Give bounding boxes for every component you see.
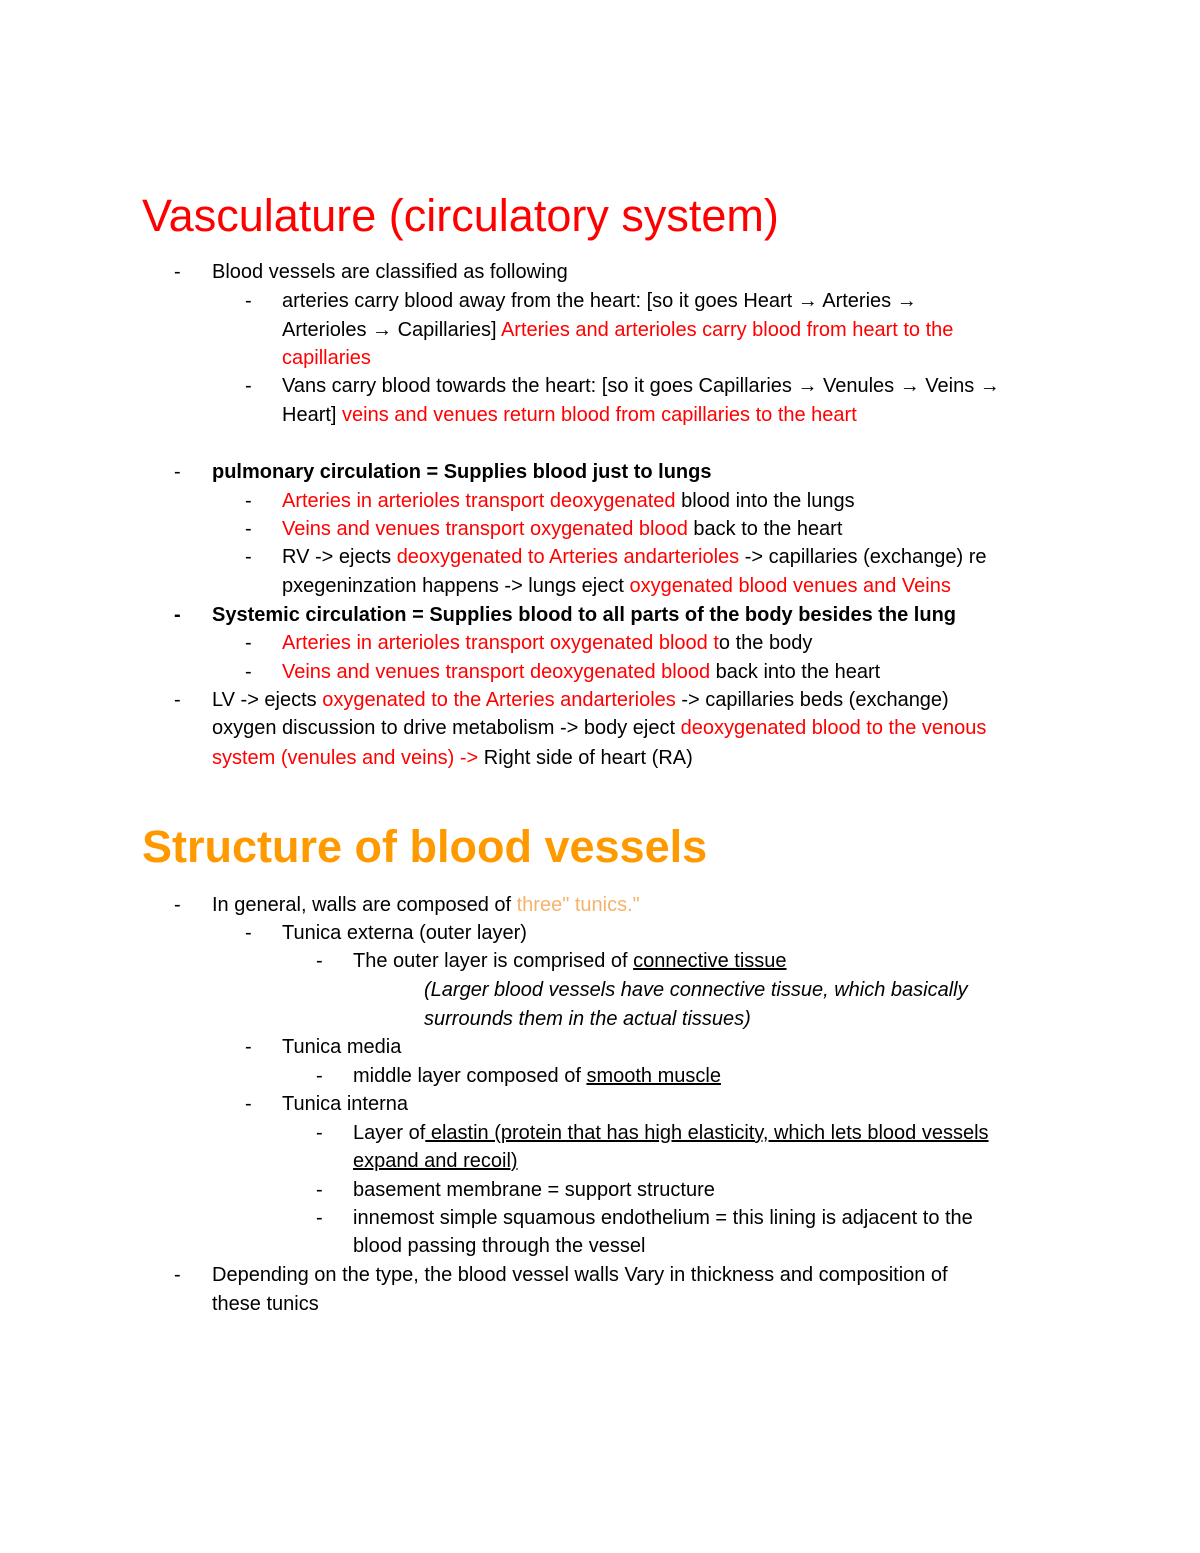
bullet-dash: - bbox=[245, 518, 252, 540]
bullet-dash: - bbox=[245, 661, 252, 683]
bullet-dash: - bbox=[245, 490, 252, 512]
bullet-dash: - bbox=[316, 1122, 323, 1144]
bullet-dash: - bbox=[174, 461, 181, 483]
bullet-dash: - bbox=[245, 922, 252, 944]
section-title-vasculature: Vasculature (circulatory system) bbox=[142, 190, 779, 241]
bullet-dash: - bbox=[174, 604, 181, 626]
bullet-dash: - bbox=[316, 1065, 323, 1087]
bullet-dash: - bbox=[316, 950, 323, 972]
bullet-dash: - bbox=[316, 1207, 323, 1229]
bullet-dash: - bbox=[245, 375, 252, 397]
bullet-dash: - bbox=[245, 546, 252, 568]
bullet-dash: - bbox=[174, 261, 181, 283]
bullet-dash: - bbox=[245, 290, 252, 312]
bullet-dash: - bbox=[245, 1036, 252, 1058]
section-title-structure: Structure of blood vessels bbox=[142, 821, 708, 872]
bullet-dash: - bbox=[245, 1093, 252, 1115]
bullet-dash: - bbox=[174, 1264, 181, 1286]
bullet-dash: - bbox=[316, 1179, 323, 1201]
document-page: Vasculature (circulatory system) - Blood vessels are classified as following - arteries carry blood away from the heart: [so it goes Heart → Arteries → Arterioles → Capillaries] Arteries and arterioles carry blood from heart to the capillaries - Vans carry blood towards the heart: [so it goes Capillaries → Venules → Veins → Heart] veins and venues return blood from capillaries to the heart - pulmonary circulation = Supplies blood just to lungs - Arteries in arterioles transport deoxygenated blood into the lungs - Veins and venues transport oxygenated blood back to the heart - RV -> ejects deoxygenated to Arteries andarterioles -> capillaries (exchange) re pxegeninzation happens -> lungs eject oxygenated blood venues and Veins - Systemic circulation = Supplies blood to all parts of the body besides the lung - Arteries in arterioles transport oxygenated blood to the body - Veins and venues transport deoxygenated blood back into the heart - LV -> ejects oxygenated to the Arteries andarterioles -> capillaries beds (exchange) oxygen discussion to drive metabolism -> body eject deoxygenated blood to the venous system (venules and veins) -> Right side of heart (RA) Structure of blood vessels - In general, walls are composed of three" tunics." - Tunica externa (outer layer) - The outer layer is comprised of connective tissue (Larger blood vessels have connective tissue, which basically surrounds them in the actual tissues) - Tunica media - middle layer composed of smooth muscle - Tunica interna - Layer of elastin (protein that has high elasticity, which lets blood vessels expand and recoil) - basement membrane = support structure - innemost simple squamous endothelium = this lining is adjacent to the blood passing through the vessel - Depending on the type, the blood vessel walls Vary in thickness and composition of these tunics bbox=[142, 190, 1000, 1315]
bullet-dash: - bbox=[245, 632, 252, 654]
bullet-dash: - bbox=[174, 689, 181, 711]
bullet-dash: - bbox=[174, 894, 181, 916]
